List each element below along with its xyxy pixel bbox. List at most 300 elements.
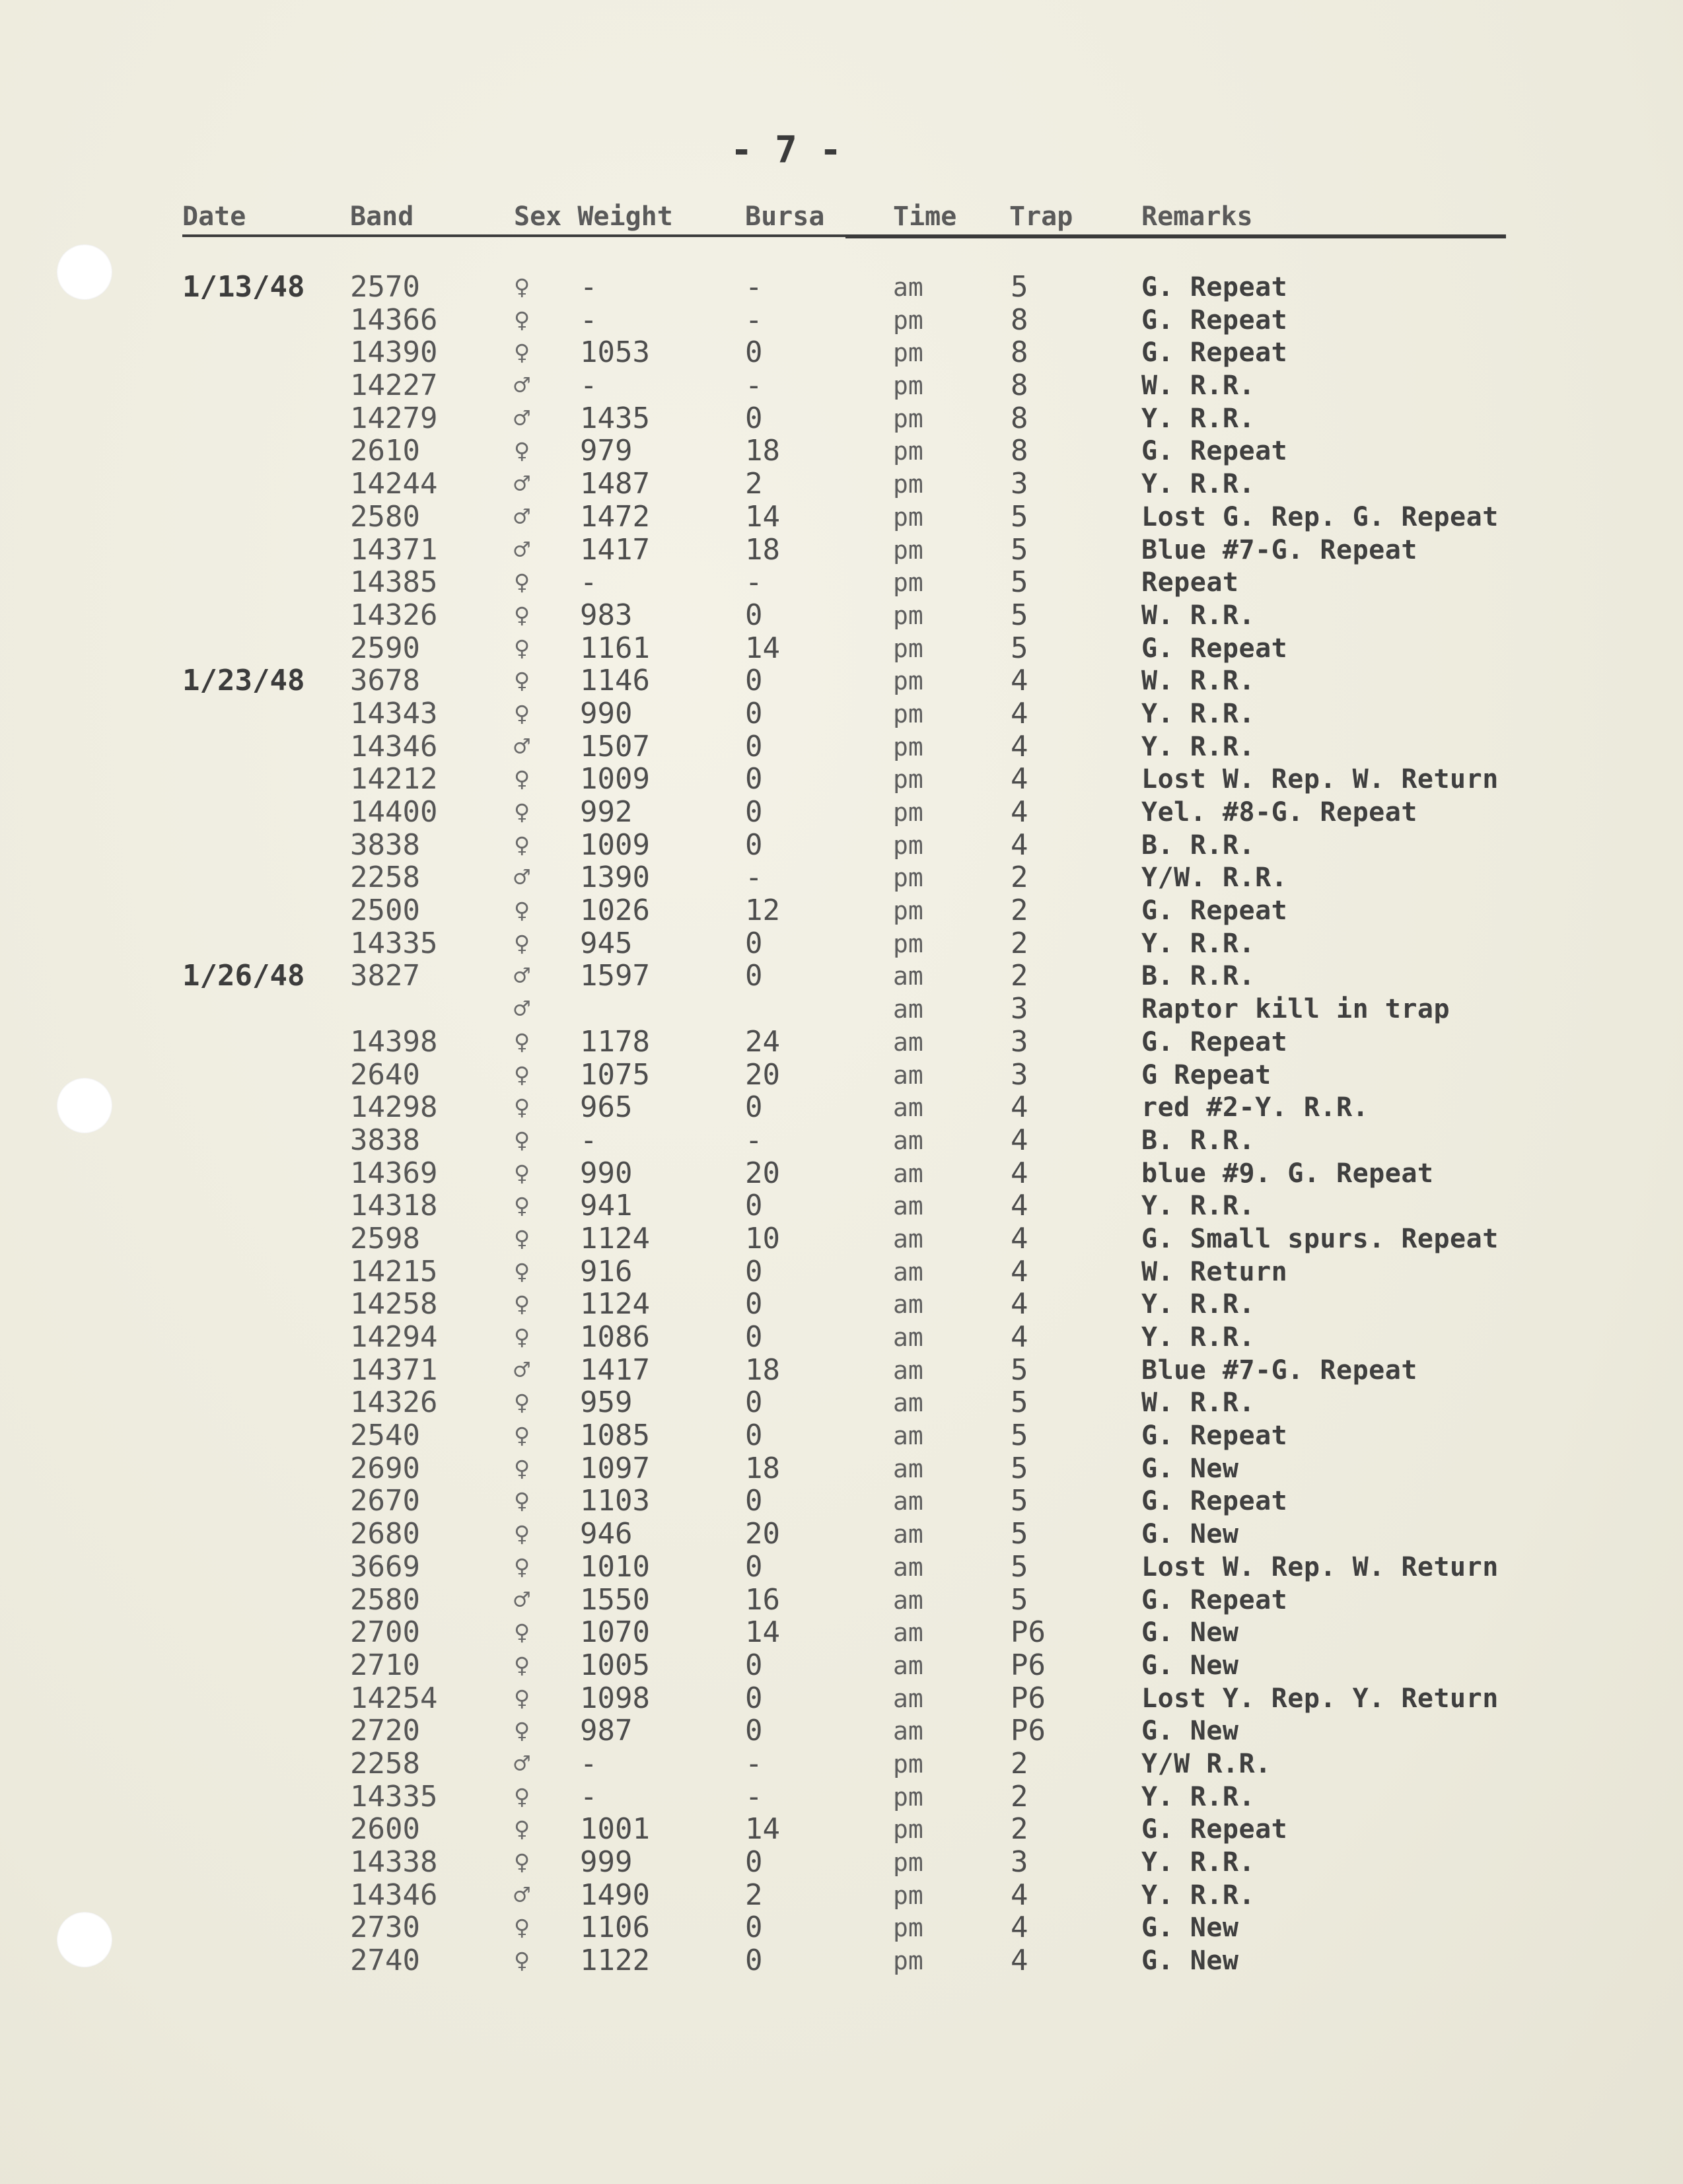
cell-band: 3838 <box>350 1123 420 1157</box>
cell-time: am <box>893 962 923 991</box>
cell-bursa: 12 <box>745 894 780 928</box>
table-row <box>0 1584 1683 1617</box>
cell-date: 1/23/48 <box>182 664 305 698</box>
cell-trap: 3 <box>1011 1057 1028 1092</box>
cell-sex: ♀ <box>514 1519 530 1550</box>
cell-band: 14212 <box>350 762 438 796</box>
cell-sex: ♀ <box>514 304 530 335</box>
cell-time: am <box>893 1421 923 1451</box>
cell-trap: 4 <box>1011 1911 1028 1945</box>
cell-bursa: 20 <box>745 1156 780 1190</box>
cell-time: pm <box>893 338 923 368</box>
table-row <box>0 1551 1683 1584</box>
cell-trap: 5 <box>1011 1386 1028 1420</box>
cell-weight: 979 <box>580 434 633 468</box>
cell-trap: 4 <box>1011 1189 1028 1223</box>
cell-band: 14371 <box>350 532 438 567</box>
table-row <box>0 1452 1683 1485</box>
cell-band: 14366 <box>350 302 438 337</box>
table-row <box>0 664 1683 697</box>
cell-weight: 1098 <box>580 1681 650 1715</box>
cell-sex: ♂ <box>514 1355 530 1386</box>
cell-weight: 1086 <box>580 1320 650 1354</box>
cell-time: am <box>893 1552 923 1582</box>
cell-time: pm <box>893 437 923 466</box>
table-body <box>0 271 1683 1977</box>
cell-remarks: Y. R.R. <box>1141 698 1256 729</box>
cell-band: 14385 <box>350 565 438 600</box>
table-row <box>0 1518 1683 1551</box>
cell-sex: ♀ <box>514 1026 530 1057</box>
cell-bursa: - <box>745 302 763 337</box>
cell-band: 2730 <box>350 1911 420 1945</box>
cell-trap: 2 <box>1011 1746 1028 1780</box>
cell-band: 2740 <box>350 1944 420 1978</box>
cell-sex: ♀ <box>514 1059 530 1090</box>
cell-bursa: 24 <box>745 1024 780 1059</box>
cell-trap: 5 <box>1011 1582 1028 1617</box>
cell-sex: ♀ <box>514 1551 530 1582</box>
cell-remarks: Blue #7-G. Repeat <box>1141 534 1417 565</box>
cell-time: am <box>893 1027 923 1057</box>
cell-weight: 1124 <box>580 1287 650 1321</box>
cell-band: 3838 <box>350 828 420 862</box>
cell-weight: 1103 <box>580 1484 650 1518</box>
cell-weight: 990 <box>580 696 633 730</box>
cell-bursa: 14 <box>745 631 780 665</box>
table-row <box>0 1714 1683 1747</box>
cell-sex: ♀ <box>514 797 530 828</box>
cell-remarks: Repeat <box>1141 567 1239 598</box>
cell-trap: 2 <box>1011 861 1028 895</box>
cell-trap: 3 <box>1011 467 1028 501</box>
cell-bursa: - <box>745 1779 763 1814</box>
cell-sex: ♀ <box>514 1683 530 1714</box>
cell-time: pm <box>893 1848 923 1877</box>
cell-remarks: G. New <box>1141 1453 1239 1484</box>
cell-time: pm <box>893 765 923 794</box>
cell-time: am <box>893 1093 923 1123</box>
cell-trap: 5 <box>1011 565 1028 600</box>
cell-bursa: 0 <box>745 1287 763 1321</box>
cell-remarks: G. Repeat <box>1141 1814 1288 1845</box>
cell-remarks: Y/W. R.R. <box>1141 863 1288 894</box>
table-row <box>0 435 1683 468</box>
table-row <box>0 1419 1683 1452</box>
table-row <box>0 1321 1683 1354</box>
cell-trap: 4 <box>1011 1156 1028 1190</box>
table-row <box>0 1222 1683 1255</box>
cell-weight: - <box>580 1779 598 1814</box>
cell-time: am <box>893 1388 923 1418</box>
cell-remarks: G. New <box>1141 1650 1239 1681</box>
cell-band: 14371 <box>350 1353 438 1387</box>
cell-trap: 4 <box>1011 1090 1028 1125</box>
cell-time: am <box>893 1355 923 1385</box>
cell-band: 14346 <box>350 729 438 763</box>
cell-sex: ♀ <box>514 1388 530 1419</box>
table-row <box>0 829 1683 862</box>
cell-sex: ♂ <box>514 1584 530 1615</box>
cell-time: pm <box>893 1782 923 1812</box>
cell-weight: 987 <box>580 1714 633 1748</box>
cell-trap: 4 <box>1011 795 1028 829</box>
cell-trap: 8 <box>1011 369 1028 403</box>
cell-bursa: 0 <box>745 959 763 993</box>
cell-trap: 8 <box>1011 401 1028 435</box>
cell-time: am <box>893 1520 923 1549</box>
cell-weight: 1507 <box>580 729 650 763</box>
cell-band: 14400 <box>350 795 438 829</box>
cell-date: 1/26/48 <box>182 959 305 993</box>
cell-weight: 1550 <box>580 1582 650 1617</box>
cell-bursa: 0 <box>745 696 763 730</box>
cell-weight: 1122 <box>580 1944 650 1978</box>
cell-bursa: 18 <box>745 1451 780 1485</box>
cell-remarks: B. R.R. <box>1141 961 1256 992</box>
cell-trap: P6 <box>1011 1615 1046 1650</box>
table-row <box>0 1157 1683 1190</box>
cell-sex: ♀ <box>514 1781 530 1812</box>
cell-trap: 5 <box>1011 532 1028 567</box>
cell-band: 14326 <box>350 598 438 632</box>
page-number: - 7 - <box>730 129 842 172</box>
cell-bursa: 2 <box>745 467 763 501</box>
cell-bursa: 20 <box>745 1057 780 1092</box>
cell-trap: P6 <box>1011 1648 1046 1682</box>
cell-time: pm <box>893 371 923 401</box>
cell-remarks: G. Repeat <box>1141 1584 1288 1615</box>
cell-bursa: 0 <box>745 1549 763 1584</box>
cell-remarks: Y. R.R. <box>1141 1322 1256 1353</box>
table-row <box>0 1649 1683 1682</box>
cell-sex: ♀ <box>514 436 530 467</box>
cell-remarks: W. R.R. <box>1141 600 1256 631</box>
cell-weight: 1435 <box>580 401 650 435</box>
cell-remarks: G. Repeat <box>1141 633 1288 664</box>
cell-band: 14338 <box>350 1845 438 1879</box>
cell-band: 14335 <box>350 926 438 960</box>
cell-weight: 1053 <box>580 335 650 370</box>
cell-time: pm <box>893 502 923 532</box>
cell-time: am <box>893 1125 923 1155</box>
cell-band: 14335 <box>350 1779 438 1814</box>
cell-trap: 2 <box>1011 894 1028 928</box>
cell-time: pm <box>893 830 923 860</box>
cell-band: 2680 <box>350 1517 420 1551</box>
cell-trap: 5 <box>1011 1484 1028 1518</box>
cell-band: 2670 <box>350 1484 420 1518</box>
cell-band: 14258 <box>350 1287 438 1321</box>
table-row <box>0 1682 1683 1715</box>
cell-bursa: 0 <box>745 1648 763 1682</box>
cell-remarks: Lost W. Rep. W. Return <box>1141 1551 1499 1582</box>
cell-remarks: Y. R.R. <box>1141 1847 1256 1878</box>
cell-sex: ♀ <box>514 1092 530 1123</box>
cell-band: 14390 <box>350 335 438 370</box>
table-row <box>0 1944 1683 1977</box>
cell-weight: 945 <box>580 926 633 960</box>
cell-sex: ♂ <box>514 534 530 565</box>
cell-sex: ♂ <box>514 961 530 992</box>
table-row <box>0 730 1683 763</box>
cell-band: 2540 <box>350 1419 420 1453</box>
cell-time: am <box>893 1060 923 1090</box>
cell-sex: ♀ <box>514 1814 530 1845</box>
table-row <box>0 271 1683 304</box>
cell-sex: ♀ <box>514 928 530 959</box>
cell-sex: ♂ <box>514 370 530 402</box>
cell-weight: - <box>580 369 598 403</box>
cell-bursa: 0 <box>745 401 763 435</box>
cell-sex: ♀ <box>514 698 530 729</box>
cell-remarks: G. New <box>1141 1519 1239 1550</box>
table-row <box>0 1255 1683 1288</box>
cell-remarks: Y/W R.R. <box>1141 1748 1271 1779</box>
cell-time: am <box>893 1323 923 1352</box>
cell-remarks: Y. R.R. <box>1141 403 1256 434</box>
cell-sex: ♀ <box>514 1617 530 1648</box>
cell-bursa: 0 <box>745 1419 763 1453</box>
cell-trap: 4 <box>1011 1944 1028 1978</box>
cell-band: 14326 <box>350 1386 438 1420</box>
header-remarks: Remarks <box>1141 201 1253 232</box>
cell-time: pm <box>893 1880 923 1910</box>
table-row <box>0 1813 1683 1846</box>
cell-weight: 965 <box>580 1090 633 1125</box>
cell-band: 14343 <box>350 696 438 730</box>
cell-weight: 1487 <box>580 467 650 501</box>
table-row <box>0 1026 1683 1059</box>
cell-trap: 5 <box>1011 1353 1028 1387</box>
cell-sex: ♀ <box>514 337 530 369</box>
table-row <box>0 1485 1683 1518</box>
cell-bursa: 0 <box>745 1386 763 1420</box>
table-row <box>0 894 1683 927</box>
header-band: Band <box>350 201 414 232</box>
table-row <box>0 336 1683 369</box>
cell-sex: ♀ <box>514 1256 530 1287</box>
cell-weight: 916 <box>580 1254 633 1288</box>
table-row <box>0 697 1683 730</box>
cell-bursa: 0 <box>745 795 763 829</box>
cell-trap: 4 <box>1011 828 1028 862</box>
cell-band: 2610 <box>350 434 420 468</box>
cell-weight: - <box>580 1123 598 1157</box>
cell-bursa: - <box>745 1746 763 1780</box>
cell-remarks: G. Repeat <box>1141 272 1288 302</box>
cell-weight: 1026 <box>580 894 650 928</box>
cell-trap: 3 <box>1011 1845 1028 1879</box>
cell-time: am <box>893 1650 923 1680</box>
cell-weight: 1597 <box>580 959 650 993</box>
cell-bursa: - <box>745 861 763 895</box>
cell-time: am <box>893 1224 923 1253</box>
cell-trap: 5 <box>1011 270 1028 304</box>
cell-remarks: Lost Y. Rep. Y. Return <box>1141 1683 1499 1714</box>
cell-time: pm <box>893 568 923 598</box>
cell-sex: ♀ <box>514 1486 530 1517</box>
cell-bursa: 20 <box>745 1517 780 1551</box>
cell-sex: ♀ <box>514 896 530 927</box>
cell-weight: 1178 <box>580 1024 650 1059</box>
cell-band: 2580 <box>350 499 420 534</box>
table-row <box>0 1288 1683 1321</box>
cell-time: pm <box>893 896 923 926</box>
cell-band: 14346 <box>350 1878 438 1912</box>
cell-band: 2700 <box>350 1615 420 1650</box>
cell-sex: ♀ <box>514 1125 530 1156</box>
cell-time: am <box>893 1158 923 1188</box>
table-row <box>0 796 1683 829</box>
cell-weight: 1010 <box>580 1549 650 1584</box>
cell-sex: ♀ <box>514 1289 530 1320</box>
table-row <box>0 1747 1683 1780</box>
cell-sex: ♀ <box>514 1158 530 1189</box>
cell-time: am <box>893 1716 923 1746</box>
cell-weight: 1009 <box>580 828 650 862</box>
cell-sex: ♀ <box>514 1191 530 1222</box>
cell-bursa: 0 <box>745 1484 763 1518</box>
cell-band: 2710 <box>350 1648 420 1682</box>
cell-remarks: Y. R.R. <box>1141 1880 1256 1911</box>
cell-trap: 8 <box>1011 434 1028 468</box>
cell-time: am <box>893 1290 923 1320</box>
cell-bursa: 18 <box>745 434 780 468</box>
cell-date: 1/13/48 <box>182 270 305 304</box>
table-row <box>0 468 1683 501</box>
cell-sex: ♀ <box>514 633 530 664</box>
cell-time: pm <box>893 863 923 893</box>
table-row <box>0 501 1683 534</box>
cell-weight: 1075 <box>580 1057 650 1092</box>
cell-time: pm <box>893 1913 923 1943</box>
cell-remarks: G. Repeat <box>1141 1026 1288 1057</box>
cell-band: 2590 <box>350 631 420 665</box>
cell-bursa: 0 <box>745 664 763 698</box>
cell-trap: 4 <box>1011 1320 1028 1354</box>
cell-trap: 5 <box>1011 1451 1028 1485</box>
cell-bursa: 10 <box>745 1221 780 1255</box>
cell-sex: ♀ <box>514 764 530 795</box>
cell-band: 2258 <box>350 861 420 895</box>
cell-weight: - <box>580 1746 598 1780</box>
cell-weight: 1490 <box>580 1878 650 1912</box>
table-row <box>0 1059 1683 1092</box>
cell-time: pm <box>893 535 923 565</box>
cell-band: 2598 <box>350 1221 420 1255</box>
table-row <box>0 861 1683 894</box>
cell-time: pm <box>893 798 923 827</box>
cell-band: 2720 <box>350 1714 420 1748</box>
header-bursa: Bursa <box>745 201 825 232</box>
cell-remarks: G. Repeat <box>1141 304 1288 335</box>
cell-time: am <box>893 995 923 1024</box>
table-row <box>0 566 1683 599</box>
table-row <box>0 1189 1683 1222</box>
table-row <box>0 1911 1683 1944</box>
table-row <box>0 304 1683 337</box>
table-row <box>0 1386 1683 1419</box>
cell-trap: 5 <box>1011 1549 1028 1584</box>
cell-bursa: - <box>745 565 763 600</box>
cell-trap: 3 <box>1011 1024 1028 1059</box>
cell-remarks: Blue #7-G. Repeat <box>1141 1355 1417 1386</box>
cell-sex: ♀ <box>514 567 530 598</box>
cell-remarks: G. New <box>1141 1716 1239 1747</box>
cell-time: pm <box>893 470 923 499</box>
cell-time: am <box>893 1454 923 1483</box>
cell-sex: ♀ <box>514 1946 530 1977</box>
cell-trap: 5 <box>1011 598 1028 632</box>
cell-bursa: 14 <box>745 1615 780 1650</box>
cell-trap: 4 <box>1011 1287 1028 1321</box>
cell-bursa: 0 <box>745 926 763 960</box>
table-row <box>0 402 1683 435</box>
cell-bursa: 0 <box>745 1845 763 1879</box>
cell-trap: 5 <box>1011 631 1028 665</box>
cell-sex: ♀ <box>514 1421 530 1452</box>
cell-band: 2600 <box>350 1812 420 1847</box>
table-row <box>0 1846 1683 1879</box>
cell-band: 14298 <box>350 1090 438 1125</box>
table-row <box>0 534 1683 567</box>
cell-remarks: blue #9. G. Repeat <box>1141 1158 1434 1189</box>
cell-band: 14318 <box>350 1189 438 1223</box>
cell-bursa: 0 <box>745 1254 763 1288</box>
cell-band: 14398 <box>350 1024 438 1059</box>
cell-weight: - <box>580 565 598 600</box>
cell-weight: 1106 <box>580 1911 650 1945</box>
header-date: Date <box>182 201 246 232</box>
cell-weight: 1472 <box>580 499 650 534</box>
cell-sex: ♂ <box>514 863 530 894</box>
cell-weight: 983 <box>580 598 633 632</box>
cell-time: pm <box>893 732 923 761</box>
cell-trap: 5 <box>1011 1419 1028 1453</box>
cell-trap: 4 <box>1011 664 1028 698</box>
cell-sex: ♀ <box>514 1322 530 1353</box>
cell-sex: ♀ <box>514 1847 530 1878</box>
cell-remarks: G. New <box>1141 1617 1239 1648</box>
cell-remarks: G. Small spurs. Repeat <box>1141 1223 1499 1254</box>
table-row <box>0 927 1683 960</box>
cell-trap: 2 <box>1011 1779 1028 1814</box>
cell-time: pm <box>893 666 923 696</box>
cell-bursa: 0 <box>745 1320 763 1354</box>
cell-weight: 1390 <box>580 861 650 895</box>
cell-sex: ♂ <box>514 1748 530 1779</box>
cell-bursa: - <box>745 1123 763 1157</box>
cell-sex: ♀ <box>514 272 530 302</box>
cell-bursa: 0 <box>745 1911 763 1945</box>
cell-band: 14294 <box>350 1320 438 1354</box>
cell-trap: 5 <box>1011 1517 1028 1551</box>
cell-bursa: 18 <box>745 532 780 567</box>
cell-trap: 8 <box>1011 335 1028 370</box>
cell-bursa: 0 <box>745 729 763 763</box>
cell-weight: 1001 <box>580 1812 650 1847</box>
cell-band: 14279 <box>350 401 438 435</box>
cell-remarks: G. Repeat <box>1141 896 1288 927</box>
cell-time: am <box>893 273 923 302</box>
header-time: Time <box>893 201 957 232</box>
cell-sex: ♀ <box>514 829 530 861</box>
cell-remarks: Y. R.R. <box>1141 469 1256 500</box>
cell-band: 14244 <box>350 467 438 501</box>
cell-weight: 1085 <box>580 1419 650 1453</box>
cell-remarks: W. Return <box>1141 1256 1288 1287</box>
